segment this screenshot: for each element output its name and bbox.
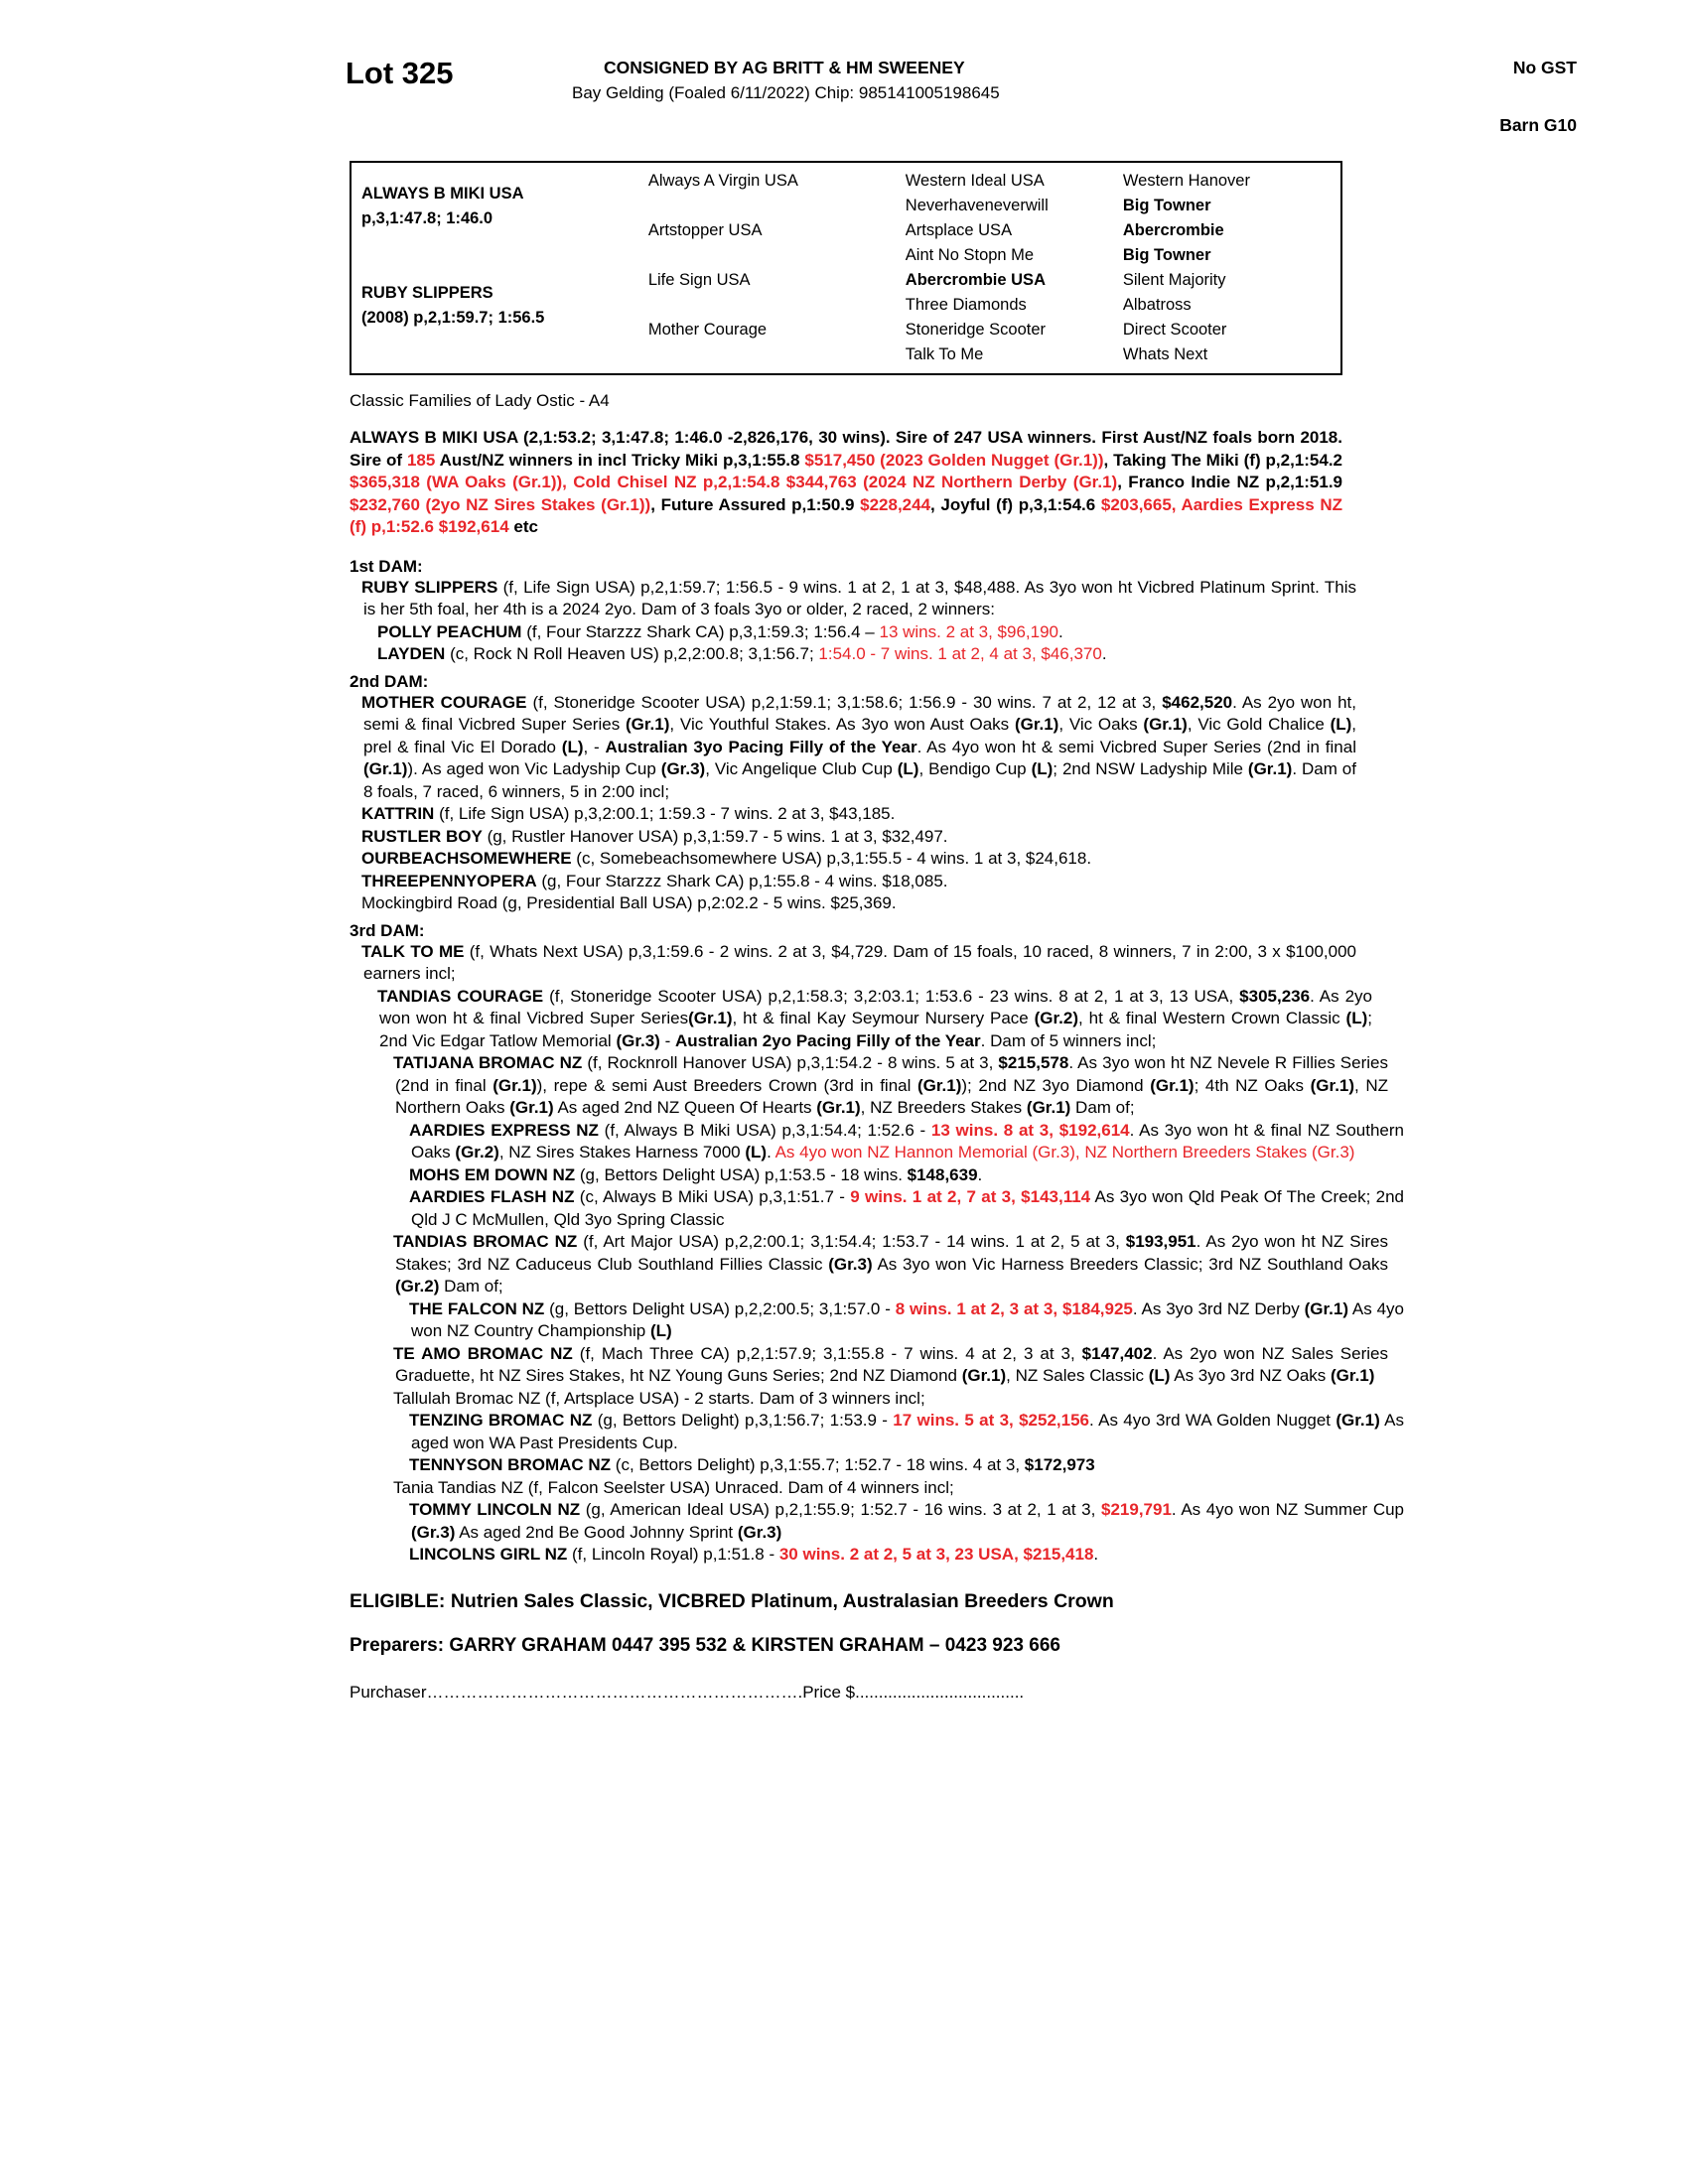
animal-description: Bay Gelding (Foaled 6/11/2022) Chip: 985141005198645: [572, 83, 1000, 102]
entry-text-run: , Vic Youthful Stakes. As 3yo won Aust Oaks: [669, 715, 1015, 734]
entry-text-run: , NZ Breeders Stakes: [860, 1098, 1027, 1117]
pedigree-entry: [350, 1186, 1404, 1231]
entry-text-run: ), repe & semi Aust Breeders Crown (3rd in final: [536, 1075, 917, 1095]
entry-text-run: TENZING BROMAC NZ: [409, 1411, 593, 1430]
entry-text-run: (c, Always B Miki USA) p,3,1:51.7 -: [574, 1187, 851, 1206]
entry-text-run: 1:54.0 - 7 wins. 1 at 2, 4 at 3, $46,370: [818, 644, 1102, 663]
pedigree-entry: [350, 803, 1356, 826]
pedigree-cell: Big Towner: [1122, 197, 1211, 214]
pedigree-entry: [350, 1120, 1404, 1164]
pedigree-cell: Life Sign USA: [647, 271, 751, 289]
entry-text-run: (Gr.1): [363, 759, 408, 778]
entry-text-run: TANDIAS BROMAC NZ: [393, 1232, 578, 1251]
pedigree-cell: Mother Courage: [647, 321, 768, 339]
entry-text-run: (c, Bettors Delight) p,3,1:55.7; 1:52.7 - 18 wins. 4 at 3,: [611, 1455, 1025, 1474]
entry-text-run: TOMMY LINCOLN NZ: [409, 1500, 581, 1519]
entry-text-run: . As 2yo won ht, semi & final Vicbred Super Series: [363, 692, 1356, 734]
entry-text-run: (Gr.1): [1014, 715, 1059, 734]
entry-text-run: (Gr.3): [411, 1522, 456, 1542]
pedigree-cell: p,3,1:47.8; 1:46.0: [361, 208, 493, 227]
pedigree-entry: [350, 1164, 1404, 1187]
entry-text-run: . As 3yo 3rd NZ Derby: [1132, 1298, 1305, 1318]
entry-text-run: (L): [1031, 759, 1054, 778]
entry-text-run: , Vic Angelique Club Cup: [705, 759, 898, 778]
entry-text-run: , ht & final Kay Seymour Nursery Pace: [732, 1009, 1035, 1027]
entry-text-run: . As 4yo won ht & semi Vicbred Super Series (2nd in final: [916, 737, 1356, 756]
entry-text-run: . As 2yo won NZ Sales Series Graduette, ht NZ Sires Stakes, ht NZ Young Guns Series; 2nd NZ Diamond: [395, 1343, 1388, 1385]
entry-text-run: (Gr.3): [616, 1030, 660, 1050]
entry-text-run: 13 wins. 8 at 3, $192,614: [930, 1120, 1130, 1140]
entry-text-run: . As 4yo won NZ Summer Cup: [1171, 1500, 1405, 1519]
sire-text-run: , Joyful (f) p,3,1:54.6: [930, 494, 1101, 514]
first-dam-entries: [346, 577, 1577, 666]
entry-text-run: (Gr.1): [1247, 759, 1293, 778]
entry-text-run: (g, American Ideal USA) p,2,1:55.9; 1:52.7 - 16 wins. 3 at 2, 1 at 3,: [580, 1500, 1101, 1519]
lot-number: Lot 325: [346, 56, 454, 90]
entry-text-run: (f, Stoneridge Scooter USA) p,2,1:59.1; 3,1:58.6; 1:56.9 - 30 wins. 7 at 2, 12 at 3,: [526, 692, 1163, 712]
entry-text-run: , ht & final Western Crown Classic: [1078, 1009, 1346, 1027]
entry-text-run: . As 4yo 3rd WA Golden Nugget: [1089, 1411, 1336, 1430]
entry-text-run: , prel & final Vic El Dorado: [363, 715, 1357, 756]
sire-text-run: $228,244: [860, 494, 931, 514]
pedigree-cell: Artsplace USA: [905, 221, 1013, 239]
entry-text-run: (L): [1345, 1009, 1368, 1027]
entry-text-run: 13 wins. 2 at 3, $96,190: [879, 621, 1059, 641]
entry-text-run: POLLY PEACHUM: [377, 621, 522, 641]
entry-text-run: (Gr.1): [1304, 1298, 1348, 1318]
entry-text-run: $172,973: [1024, 1455, 1095, 1474]
entry-text-run: (Gr.1): [688, 1009, 733, 1027]
entry-text-run: LAYDEN: [377, 644, 446, 663]
sire-text-run: , Future Assured p,1:50.9: [650, 494, 861, 514]
entry-text-run: RUSTLER BOY: [361, 826, 483, 846]
entry-text-run: As 4yo won NZ Hannon Memorial (Gr.3), NZ Northern Breeders Stakes (Gr.3): [774, 1143, 1355, 1161]
entry-text-run: ; 4th NZ Oaks: [1194, 1075, 1311, 1095]
entry-text-run: As 4yo won NZ Country Championship: [411, 1298, 1404, 1340]
entry-text-run: (Gr.2): [395, 1277, 440, 1296]
entry-text-run: (g, Four Starzzz Shark CA) p,1:55.8 - 4 wins. $18,085.: [536, 871, 948, 890]
sire-text-run: , Taking The Miki (f) p,2,1:54.2: [1103, 450, 1342, 470]
entry-text-run: (f, Mach Three CA) p,2,1:57.9; 3,1:55.8 - 7 wins. 4 at 2, 3 at 3,: [572, 1343, 1082, 1363]
entry-text-run: Australian 2yo Pacing Filly of the Year: [674, 1030, 981, 1050]
entry-text-run: .: [767, 1143, 775, 1161]
pedigree-entry: [350, 1388, 1388, 1411]
pedigree-column-1: [352, 163, 648, 373]
sire-text-run: $232,760 (2yo NZ Sires Stakes (Gr.1)): [350, 494, 651, 514]
pedigree-entry: [350, 692, 1356, 804]
entry-text-run: As 3yo won Vic Harness Breeders Classic; 3rd NZ Southland Oaks: [872, 1254, 1388, 1274]
entry-text-run: .: [1058, 621, 1063, 641]
entry-text-run: (Gr.2): [455, 1143, 499, 1161]
entry-text-run: AARDIES EXPRESS NZ: [409, 1120, 599, 1140]
pedigree-cell: Whats Next: [1122, 345, 1208, 363]
entry-text-run: (Gr.1): [916, 1075, 962, 1095]
entry-text-run: (g, Bettors Delight) p,3,1:56.7; 1:53.9 -: [592, 1411, 894, 1430]
entry-text-run: , NZ Sales Classic: [1006, 1366, 1149, 1385]
entry-text-run: $215,578: [998, 1053, 1069, 1072]
entry-text-run: , NZ Northern Oaks: [395, 1075, 1389, 1117]
entry-text-run: (Gr.1): [1150, 1075, 1195, 1095]
entry-text-run: , Vic Oaks: [1058, 715, 1144, 734]
pedigree-entry: [350, 826, 1356, 849]
entry-text-run: . As 3yo won ht NZ Nevele R Fillies Series (2nd in final: [395, 1053, 1388, 1095]
pedigree-entry: [350, 621, 1372, 644]
sire-text-run: Aust/NZ winners in incl Tricky Miki p,3,1:55.8: [435, 450, 805, 470]
entry-text-run: (Gr.1): [1026, 1098, 1071, 1117]
pedigree-entry: [350, 848, 1356, 871]
entry-text-run: MOHS EM DOWN NZ: [409, 1164, 576, 1184]
entry-text-run: $462,520: [1162, 692, 1233, 712]
entry-text-run: TENNYSON BROMAC NZ: [409, 1455, 612, 1474]
entry-text-run: TALK TO ME: [361, 941, 465, 961]
consignor-line: CONSIGNED BY AG BRITT & HM SWEENEY: [604, 58, 965, 77]
entry-text-run: (c, Somebeachsomewhere USA) p,3,1:55.5 - 4 wins. 1 at 3, $24,618.: [571, 849, 1092, 868]
entry-text-run: , Vic Gold Chalice: [1187, 715, 1331, 734]
entry-text-run: (g, Bettors Delight USA) p,2,2:00.5; 3,1:57.0 -: [544, 1298, 896, 1318]
pedigree-cell: Direct Scooter: [1122, 321, 1227, 339]
entry-text-run: (Gr.2): [1034, 1009, 1079, 1027]
entry-text-run: Dam of;: [1070, 1098, 1135, 1117]
entry-text-run: (Gr.1): [626, 715, 670, 734]
entry-text-run: (Gr.1): [1143, 715, 1188, 734]
entry-text-run: .: [1101, 644, 1107, 663]
pedigree-cell: Western Hanover: [1122, 172, 1250, 190]
second-dam-heading: 2nd DAM:: [350, 671, 429, 691]
entry-text-run: (Gr.1): [816, 1098, 861, 1117]
gst-note: No GST: [1512, 58, 1577, 77]
entry-text-run: (Gr.3): [828, 1254, 873, 1274]
barn-number: Barn G10: [1499, 115, 1577, 135]
sire-text-run: etc: [508, 517, 538, 536]
pedigree-cell: Three Diamonds: [905, 296, 1027, 314]
entry-text-run: (f, Life Sign USA) p,2,1:59.7; 1:56.5 - 9 wins. 1 at 2, 1 at 3, $48,488. As 3yo won ht Vicbred Platinum Sprint. This is her 5th foal, her 4th is a 2024 2yo. Dam of 3 foals 3yo or older, 2 raced, 2 winners:: [363, 577, 1356, 618]
page-header: [346, 50, 1577, 161]
pedigree-cell: ALWAYS B MIKI USA: [361, 184, 524, 203]
entry-text-run: (Gr.1): [492, 1075, 537, 1095]
entry-text-run: (L): [1330, 715, 1352, 734]
pedigree-cell: Albatross: [1122, 296, 1192, 314]
entry-text-run: (f, Always B Miki USA) p,3,1:54.4; 1:52.6 -: [598, 1120, 931, 1140]
entry-text-run: $305,236: [1239, 986, 1311, 1006]
entry-text-run: (Gr.3): [660, 759, 706, 778]
entry-text-run: As aged won WA Past Presidents Cup.: [411, 1411, 1404, 1452]
sire-text-run: , Franco Indie NZ p,2,1:51.9: [1117, 473, 1342, 491]
entry-text-run: (c, Rock N Roll Heaven US) p,2,2:00.8; 3,1:56.7;: [445, 644, 819, 663]
entry-text-run: MOTHER COURAGE: [361, 692, 527, 712]
pedigree-entry: [350, 941, 1356, 986]
second-dam-entries: [346, 692, 1577, 915]
entry-text-run: TANDIAS COURAGE: [377, 986, 544, 1006]
entry-text-run: KATTRIN: [361, 804, 435, 823]
pedigree-entry: [350, 1343, 1388, 1388]
entry-text-run: (f, Art Major USA) p,2,2:00.1; 3,1:54.4; 1:53.7 - 14 wins. 1 at 2, 5 at 3,: [577, 1232, 1126, 1251]
pedigree-cell: Neverhaveneverwill: [905, 197, 1049, 214]
entry-text-run: . As 2yo won won ht & final Vicbred Super Series: [379, 986, 1373, 1027]
entry-text-run: , Bendigo Cup: [918, 759, 1032, 778]
entry-text-run: , -: [583, 737, 606, 756]
entry-text-run: $148,639: [907, 1164, 978, 1184]
purchaser-line: Purchaser………………………………………………………….Price $....................................: [350, 1682, 1025, 1702]
entry-text-run: (L): [1148, 1366, 1171, 1385]
third-dam-entries: [346, 941, 1577, 1567]
pedigree-entry: [350, 1454, 1404, 1477]
sire-text-run: 185: [406, 450, 436, 470]
pedigree-cell: Talk To Me: [905, 345, 984, 363]
entry-text-run: 17 wins. 5 at 3, $252,156: [893, 1411, 1089, 1430]
entry-text-run: (L): [745, 1143, 768, 1161]
entry-text-run: ; 2nd Vic Edgar Tatlow Memorial: [379, 1009, 1372, 1050]
entry-text-run: As aged 2nd Be Good Johnny Sprint: [455, 1522, 738, 1542]
entry-text-run: As 3yo 3rd NZ Oaks: [1170, 1366, 1332, 1385]
entry-text-run: As 3yo won Qld Peak Of The Creek; 2nd Qld J C McMullen, Qld 3yo Spring Classic: [411, 1187, 1405, 1229]
entry-text-run: $147,402: [1081, 1343, 1153, 1363]
entry-text-run: Australian 3yo Pacing Filly of the Year: [605, 737, 917, 756]
preparers-line: Preparers: GARRY GRAHAM 0447 395 532 & KIRSTEN GRAHAM – 0423 923 666: [350, 1634, 1060, 1656]
pedigree-cell: Silent Majority: [1122, 271, 1226, 289]
entry-text-run: , NZ Sires Stakes Harness 7000: [498, 1143, 746, 1161]
entry-text-run: . Dam of 5 winners incl;: [980, 1030, 1157, 1050]
entry-text-run: .: [1093, 1545, 1099, 1564]
entry-text-run: OURBEACHSOMEWHERE: [361, 849, 572, 868]
entry-text-run: (g, Rustler Hanover USA) p,3,1:59.7 - 5 wins. 1 at 3, $32,497.: [482, 826, 948, 846]
entry-text-run: THREEPENNYOPERA: [361, 871, 537, 890]
entry-text-run: (f, Four Starzzz Shark CA) p,3,1:59.3; 1:56.4 –: [521, 621, 880, 641]
entry-text-run: $193,951: [1125, 1232, 1196, 1251]
entry-text-run: (Gr.1): [509, 1098, 554, 1117]
pedigree-cell: Big Towner: [1122, 246, 1211, 264]
entry-text-run: (f, Lincoln Royal) p,1:51.8 -: [567, 1545, 779, 1564]
entry-text-run: (L): [649, 1321, 672, 1340]
pedigree-entry: [350, 1298, 1404, 1343]
eligibility-line: ELIGIBLE: Nutrien Sales Classic, VICBRED Platinum, Australasian Breeders Crown: [350, 1589, 1114, 1612]
entry-text-run: (Gr.1): [1310, 1075, 1355, 1095]
pedigree-entry: [350, 892, 1356, 915]
pedigree-column-2: [648, 163, 906, 373]
entry-text-run: As aged 2nd NZ Queen Of Hearts: [553, 1098, 817, 1117]
entry-text-run: (L): [897, 759, 919, 778]
classic-families-line: Classic Families of Lady Ostic - A4: [350, 391, 610, 410]
entry-text-run: -: [659, 1030, 675, 1050]
pedigree-entry: [350, 1499, 1404, 1544]
pedigree-column-4: [1123, 163, 1340, 373]
entry-text-run: (L): [561, 737, 584, 756]
pedigree-cell: Artstopper USA: [647, 221, 763, 239]
pedigree-cell: Western Ideal USA: [905, 172, 1045, 190]
entry-text-run: 8 wins. 1 at 2, 3 at 3, $184,925: [895, 1298, 1133, 1318]
entry-text-run: RUBY SLIPPERS: [361, 577, 498, 597]
sire-summary-paragraph: [350, 427, 1342, 539]
entry-text-run: 30 wins. 2 at 2, 5 at 3, 23 USA, $215,418: [778, 1545, 1094, 1564]
entry-text-run: (f, Life Sign USA) p,3,2:00.1; 1:59.3 - 7 wins. 2 at 3, $43,185.: [434, 804, 896, 823]
entry-text-run: TATIJANA BROMAC NZ: [393, 1053, 583, 1072]
entry-text-run: (f, Whats Next USA) p,3,1:59.6 - 2 wins. 2 at 3, $4,729. Dam of 15 foals, 10 raced, 8 winners, 7 in 2:00, 3 x $100,000 earners incl;: [363, 941, 1356, 983]
entry-text-run: (Gr.1): [1331, 1366, 1375, 1385]
entry-text-run: Dam of;: [439, 1277, 503, 1296]
pedigree-entry: [350, 871, 1356, 893]
entry-text-run: THE FALCON NZ: [409, 1298, 545, 1318]
pedigree-cell: Abercrombie: [1122, 221, 1224, 239]
pedigree-entry: [350, 1477, 1388, 1500]
pedigree-cell: Abercrombie USA: [905, 271, 1046, 289]
pedigree-entry: [350, 986, 1372, 1053]
third-dam-heading: 3rd DAM:: [350, 920, 425, 940]
entry-text-run: (g, Bettors Delight USA) p,1:53.5 - 18 wins.: [575, 1164, 908, 1184]
pedigree-entry: [350, 1231, 1388, 1298]
entry-text-run: ); 2nd NZ 3yo Diamond: [961, 1075, 1151, 1095]
entry-text-run: LINCOLNS GIRL NZ: [409, 1545, 568, 1564]
sire-text-run: ALWAYS B MIKI USA (2,1:53.2; 3,1:47.8; 1:46.0 -2,826,176, 30 wins). Sire of 247 USA winners. First Aust/NZ foals born 2018. Sire of: [350, 428, 1342, 470]
sire-text-run: $517,450 (2023 Golden Nugget (Gr.1)): [804, 450, 1104, 470]
entry-text-run: (Gr.3): [737, 1522, 782, 1542]
sire-text-run: $365,318 (WA Oaks (Gr.1)), Cold Chisel NZ p,2,1:54.8 $344,763 (2024 NZ Northern Derby (Gr.1): [350, 473, 1118, 491]
entry-text-run: 9 wins. 1 at 2, 7 at 3, $143,114: [850, 1187, 1091, 1206]
entry-text-run: . Dam of 8 foals, 7 raced, 6 winners, 5 in 2:00 incl;: [363, 759, 1356, 801]
entry-text-run: (f, Stoneridge Scooter USA) p,2,1:58.3; 3,2:03.1; 1:53.6 - 23 wins. 8 at 2, 1 at 3, 13 USA,: [543, 986, 1240, 1006]
entry-text-run: Tallulah Bromac NZ (f, Artsplace USA) - 2 starts. Dam of 3 winners incl;: [393, 1388, 925, 1408]
pedigree-entry: [350, 643, 1372, 666]
entry-text-run: (f, Rocknroll Hanover USA) p,3,1:54.2 - 8 wins. 5 at 3,: [582, 1053, 999, 1072]
pedigree-cell: (2008) p,2,1:59.7; 1:56.5: [361, 308, 545, 327]
pedigree-cell: Always A Virgin USA: [647, 172, 798, 190]
entry-text-run: $219,791: [1101, 1500, 1172, 1519]
entry-text-run: AARDIES FLASH NZ: [409, 1187, 575, 1206]
entry-text-run: Mockingbird Road (g, Presidential Ball USA) p,2:02.2 - 5 wins. $25,369.: [361, 893, 897, 912]
pedigree-entry: [350, 1052, 1388, 1120]
entry-text-run: .: [977, 1164, 983, 1184]
entry-text-run: . As 3yo won ht & final NZ Southern Oaks: [411, 1120, 1404, 1161]
pedigree-entry: [350, 1544, 1404, 1567]
entry-text-run: (Gr.1): [961, 1366, 1007, 1385]
pedigree-cell: Stoneridge Scooter: [905, 321, 1047, 339]
pedigree-table: [350, 161, 1342, 375]
pedigree-column-3: [906, 163, 1123, 373]
pedigree-cell: RUBY SLIPPERS: [361, 283, 493, 302]
first-dam-heading: 1st DAM:: [350, 556, 423, 576]
sire-text-run: $203,665, Aardies Express NZ (f) p,1:52.6 $192,614: [350, 494, 1342, 536]
pedigree-entry: [350, 1410, 1404, 1454]
entry-text-run: Tania Tandias NZ (f, Falcon Seelster USA) Unraced. Dam of 4 winners incl;: [393, 1477, 954, 1497]
pedigree-cell: Aint No Stopn Me: [905, 246, 1035, 264]
entry-text-run: TE AMO BROMAC NZ: [393, 1343, 573, 1363]
entry-text-run: ). As aged won Vic Ladyship Cup: [407, 759, 661, 778]
entry-text-run: (Gr.1): [1336, 1411, 1380, 1430]
entry-text-run: ; 2nd NSW Ladyship Mile: [1053, 759, 1248, 778]
pedigree-entry: [350, 577, 1356, 621]
entry-text-run: . As 2yo won ht NZ Sires Stakes; 3rd NZ Caduceus Club Southland Fillies Classic: [395, 1232, 1388, 1274]
